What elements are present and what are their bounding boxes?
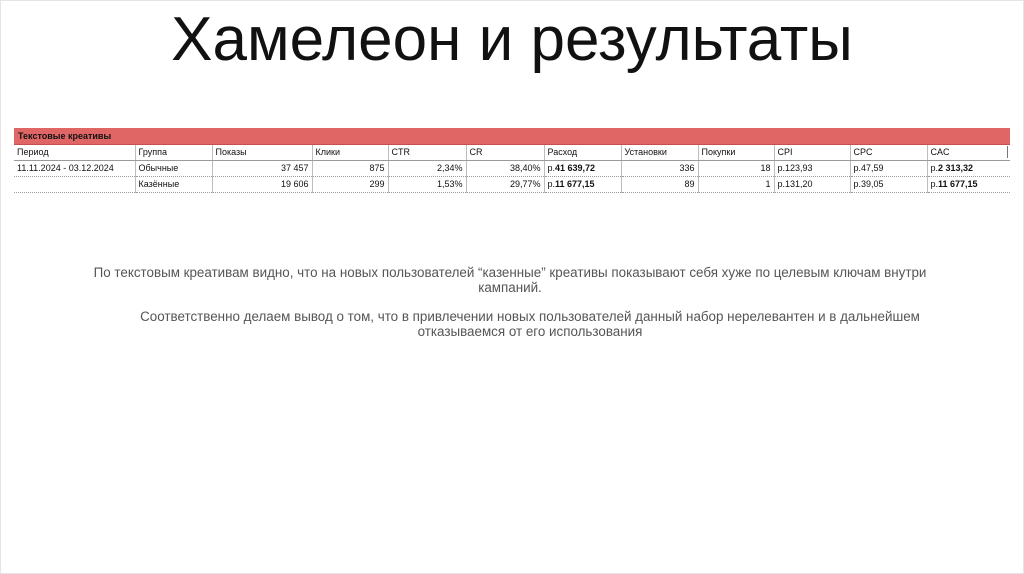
currency-unit: р. (547, 163, 556, 173)
column-header: CR (466, 145, 544, 161)
cell-group: Казённые (135, 177, 212, 193)
cell-group: Обычные (135, 161, 212, 177)
cpc-value: 39,05 (861, 179, 884, 189)
column-header: Период (14, 145, 135, 161)
slide-title: Хамелеон и результаты (171, 5, 853, 74)
spend-value: 11 677,15 (555, 179, 595, 189)
cell-purchases: 1 (698, 177, 774, 193)
column-header: CAC (927, 145, 1010, 161)
cell-installs: 336 (621, 161, 698, 177)
cell-period (14, 177, 135, 193)
cell-impressions: 19 606 (212, 177, 312, 193)
cell-ctr: 2,34% (388, 161, 466, 177)
currency-unit: р. (930, 163, 939, 173)
cell-cr: 29,77% (466, 177, 544, 193)
column-edge-divider (1007, 146, 1008, 158)
column-header: CPI (774, 145, 850, 161)
cell-cpc (850, 161, 927, 177)
cell-purchases: 18 (698, 161, 774, 177)
cell-impressions: 37 457 (212, 161, 312, 177)
column-header: Установки (621, 145, 698, 161)
currency-unit: р. (547, 179, 556, 189)
cell-installs: 89 (621, 177, 698, 193)
column-header: CTR (388, 145, 466, 161)
cell-cr: 38,40% (466, 161, 544, 177)
cell-cac (927, 177, 1010, 193)
cell-cpc (850, 177, 927, 193)
paragraph-conclusion: Соответственно делаем вывод о том, что в привлечении новых пользователей данный набор нерелевантен и в дальнейшем отказываемся от его использования (140, 309, 920, 339)
column-header: CPC (850, 145, 927, 161)
cac-value: 2 313,32 (938, 163, 974, 173)
cell-period: 11.11.2024 - 03.12.2024 (14, 161, 135, 177)
cpc-value: 47,59 (861, 163, 884, 173)
results-table (14, 145, 1010, 193)
cac-value: 11 677,15 (938, 179, 978, 189)
column-header: Показы (212, 145, 312, 161)
currency-unit: р. (853, 179, 862, 189)
currency-unit: р. (930, 179, 939, 189)
currency-unit: р. (777, 163, 786, 173)
cell-clicks: 875 (312, 161, 388, 177)
spend-value: 41 639,72 (555, 163, 596, 173)
column-header: Группа (135, 145, 212, 161)
table-row (14, 177, 1010, 193)
cell-cpi (774, 177, 850, 193)
cell-cpi (774, 161, 850, 177)
paragraph-observation: По текстовым креативам видно, что на новых пользователей “казенные” креативы показывают себя хуже по целевым ключам внутри кампаний. (93, 265, 927, 295)
currency-unit: р. (853, 163, 862, 173)
currency-unit: р. (777, 179, 786, 189)
spreadsheet-screenshot (14, 128, 1010, 193)
column-header: Расход (544, 145, 621, 161)
cell-cac (927, 161, 1010, 177)
cell-spend (544, 177, 621, 193)
column-header: Покупки (698, 145, 774, 161)
cell-ctr: 1,53% (388, 177, 466, 193)
cell-spend (544, 161, 621, 177)
cpi-value: 123,93 (785, 163, 813, 173)
cpi-value: 131,20 (785, 179, 813, 189)
table-row (14, 161, 1010, 177)
table-header-row (14, 145, 1010, 161)
column-header: Клики (312, 145, 388, 161)
cell-clicks: 299 (312, 177, 388, 193)
sheet-section-title: Текстовые креативы (14, 128, 1010, 145)
